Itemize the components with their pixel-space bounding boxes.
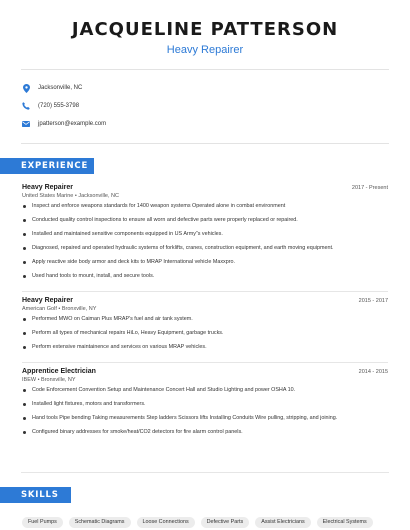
skills-heading: SKILLS [0,487,71,503]
job-title: Apprentice Electrician [22,368,96,375]
job-organization: IBEW • Bronxville, NY [22,377,76,383]
list-item: Code Enforcement Convention Setup and Maintenance Concert Hall and Studio Lighting and power OSHA 10. [22,387,388,401]
job-bullets [22,203,388,287]
list-item: Inspect and enforce weapons standards for 1400 weapon systems Operated alone in combat environment [22,203,388,217]
job-dates: 2015 - 2017 [358,298,388,304]
list-item: Performed MWO on Caiman Plus MRAP's fuel and air tank system. [22,316,388,330]
list-item: Used hand tools to mount, install, and secure tools. [22,273,388,287]
job-title: Heavy Repairer [22,184,73,191]
candidate-name: JACQUELINE PATTERSON [71,19,339,40]
skill-chip: Electrical Systems [317,517,373,528]
job-entry [22,297,388,358]
candidate-role: Heavy Repairer [166,44,244,56]
job-divider [22,291,388,292]
location-text: Jacksonville, NC [38,85,83,91]
skills-list [22,517,373,528]
skill-chip: Assist Electricians [255,517,310,528]
job-bullets [22,316,388,358]
list-item: Configured binary addresses for smoke/heat/CO2 detectors for fire alarm control panels. [22,429,388,443]
skills-section-header [0,487,410,503]
job-entry [22,184,388,287]
list-item: Installed light fixtures, motors and transformers. [22,401,388,415]
job-entry [22,368,388,443]
experience-heading: EXPERIENCE [0,158,94,174]
list-item: Perform extensive maintainence and services on various MRAP vehicles. [22,344,388,358]
job-organization: American Golf • Bronxville, NY [22,306,97,312]
list-item: Apply reactive side body armor and deck kits to MRAP International vehicle Maxxpro. [22,259,388,273]
job-bullets [22,387,388,443]
experience-section-header [0,158,410,174]
list-item: Diagnosed, repaired and operated hydraulic systems of forklifts, cranes, construction equipment, and earth moving equipment. [22,245,388,259]
list-item: Hand tools Pipe bending Taking measurements Step ladders Scissors lifts Installing Conduits Wire pulling, stripping, and joining. [22,415,388,429]
contact-block [0,70,410,143]
job-dates: 2014 - 2015 [358,369,388,375]
envelope-icon [22,120,30,128]
list-item: Conducted quality control inspections to ensure all worn and defective parts were properly replaced or repaired. [22,217,388,231]
resume-header [0,0,410,56]
skill-chip: Defective Parts [201,517,250,528]
job-dates: 2017 - Present [351,185,388,191]
contact-location [22,79,410,97]
skill-chip: Loose Connections [137,517,195,528]
list-item: Installed and maintained sensitive components equipped in US Army”s vehicles. [22,231,388,245]
phone-text: (720) 555-3798 [38,103,80,109]
email-text[interactable]: jpatterson@example.com [38,121,107,127]
map-pin-icon [22,84,30,92]
job-organization: United States Marine • Jacksonville, NC [22,193,119,199]
skill-chip: Fuel Pumps [22,517,63,528]
phone-icon [22,102,30,110]
contact-phone [22,97,410,115]
job-title: Heavy Repairer [22,297,73,304]
contact-divider [21,143,389,144]
contact-email [22,115,410,133]
list-item: Perform all types of mechanical repairs HiLo, Heavy Equipment, garbage trucks. [22,330,388,344]
job-divider [22,362,388,363]
skill-chip: Schematic Diagrams [69,517,131,528]
skills-divider [21,472,389,473]
experience-list [0,174,410,443]
